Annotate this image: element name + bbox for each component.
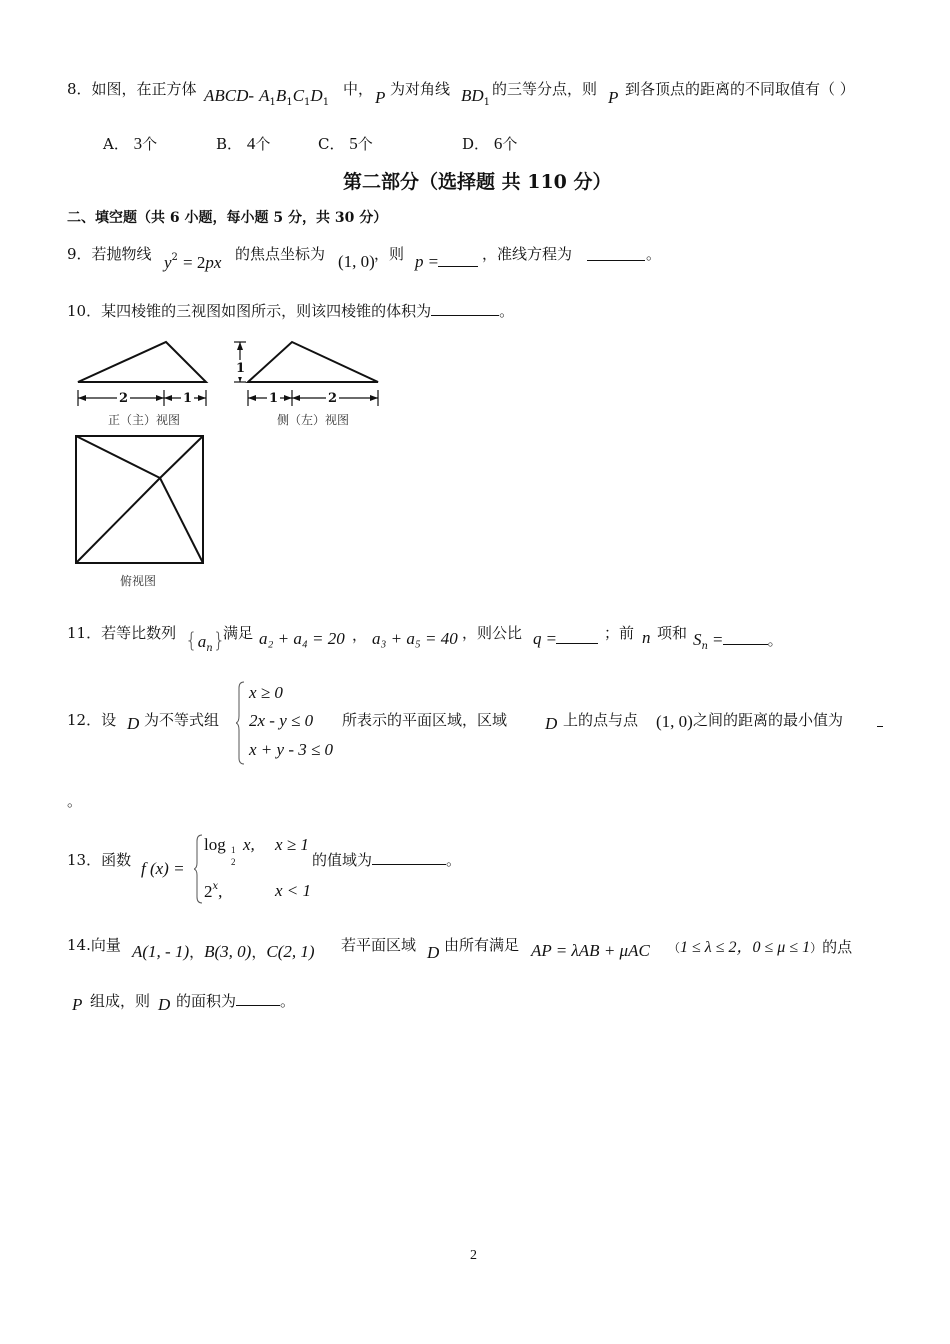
top-view-caption: 俯视图 [120, 574, 157, 588]
q13-case-1: log [204, 835, 226, 854]
q8-option-c: C． 5个 [318, 134, 373, 153]
q10-line: 10．某四棱锥的三视图如图所示，则该四棱锥的体积为 。 [67, 302, 515, 320]
q10-blank-volume[interactable] [431, 303, 499, 316]
q13-function: f (x) = [141, 859, 185, 878]
q8-point-p: P [375, 88, 386, 107]
q12-inequality-3: x + y - 3 ≤ 0 [249, 740, 334, 759]
q11-line: 11．若等比数列 [67, 624, 177, 642]
page-number: 2 [470, 1248, 477, 1263]
q11-equation-1: a₂ + a₄ = 20 [259, 629, 345, 648]
side-width-label-2: 2 [328, 391, 338, 406]
q13-case-2: 2$^x$, [204, 881, 223, 901]
q12-inequality-2: 2x - y ≤ 0 [249, 711, 314, 730]
side-view-caption: 侧（左）视图 [277, 413, 350, 427]
q14-points: A(1, - 1)，B(3, 0)，C(2, 1) [132, 942, 315, 961]
three-view-figure [60, 330, 400, 600]
side-width-label-1: 1 [269, 391, 279, 406]
q11-sequence: $\{a_n\}$ [185, 628, 226, 654]
section-header: 二、填空题（共 6 小题，每小题 5 分，共 30 分） [67, 210, 388, 226]
q12-line: 12．设 [67, 711, 117, 729]
q8-option-a: A． 3个 [103, 134, 158, 153]
q14-vector-equation: AP = λAB + μAC [531, 941, 650, 960]
q14-blank-area[interactable] [236, 993, 280, 1006]
side-height-label: 1 [236, 361, 246, 376]
q11-equation-2: a₃ + a₅ = 40 [372, 629, 458, 648]
front-width-label-1: 1 [183, 391, 193, 406]
q11-blank-sum[interactable] [723, 632, 768, 645]
side-view-triangle [248, 342, 378, 382]
q14-condition: （1 ≤ λ ≤ 2，0 ≤ μ ≤ 1）的点 [668, 938, 853, 956]
q8-diagonal: $BD_1$ [461, 86, 491, 108]
q14-line: 14.向量 [67, 936, 121, 954]
q13-brace [194, 833, 204, 905]
part2-title: 第二部分（选择题 共 110 分） [343, 171, 612, 193]
front-view-triangle [78, 342, 206, 382]
q13-blank-range[interactable] [372, 852, 446, 865]
q8-option-b: B． 4个 [216, 134, 271, 153]
q12-inequality-1: x ≥ 0 [249, 683, 283, 702]
front-view-caption: 正（主）视图 [108, 413, 181, 427]
q9-line: 9．若抛物线 [67, 245, 152, 263]
q8-cube-notation: ABCD- $A_1B_1C_1D_1$ [204, 86, 330, 108]
q12-blank[interactable] [877, 714, 883, 727]
q12-brace [236, 680, 246, 766]
q11-blank-ratio[interactable] [556, 631, 598, 644]
q9-parabola: $y^2 = 2px$ [164, 252, 222, 272]
front-width-label-2: 2 [119, 391, 129, 406]
q9-blank-directrix[interactable] [587, 248, 645, 261]
q8-line: 8．如图，在正方体 [67, 80, 197, 98]
q8-number: 8． [67, 80, 92, 98]
q13-tail: 的值域为 。 [312, 851, 462, 869]
q9-blank-p[interactable] [438, 254, 478, 267]
q13-line: 13．函数 [67, 851, 132, 869]
q8-option-d: D． 6个 [462, 134, 518, 153]
q9-focus: (1, 0) [338, 252, 375, 271]
